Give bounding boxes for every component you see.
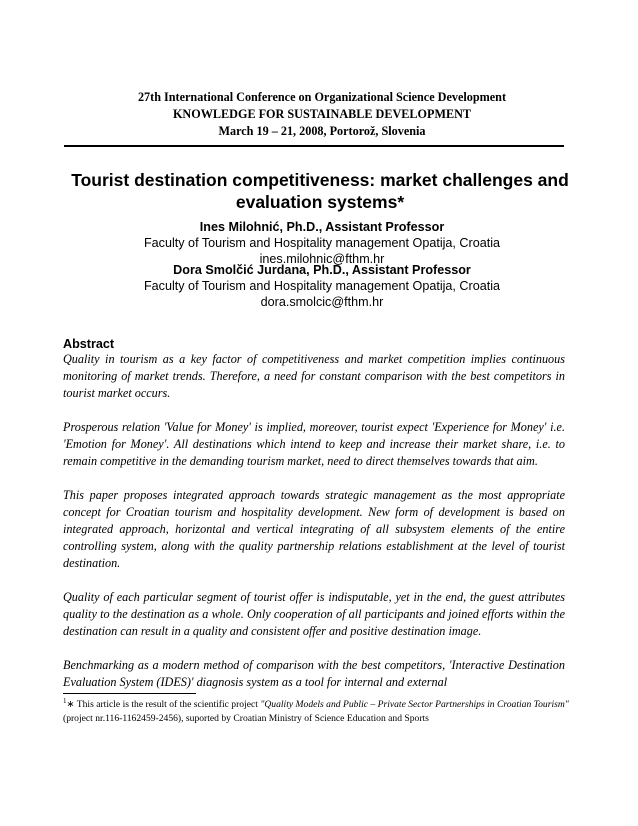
author-block-1 [80,219,564,267]
abstract-paragraph: This paper proposes integrated approach towards strategic management as the most appropriate concept for Croatian tourism and hospitality development. New form of development is based on integrated approach, horizontal and vertical integrating of all subsystem elements of the entire controlling system, along with the quality partnership relations establishment at the level of tourist destination. [63,488,565,570]
footnote-symbol: ∗ [66,699,75,710]
conference-header [80,89,564,140]
footnote-divider [63,693,196,694]
header-divider [64,145,564,147]
author-email: ines.milohnic@fthm.hr [259,252,385,266]
author-name: Ines Milohnić, Ph.D., Assistant Professor [199,220,445,234]
author-block-2 [80,262,564,310]
paper-title [70,169,570,213]
footnote-number: 1 [63,696,67,705]
author-affiliation: Faculty of Tourism and Hospitality management Opatija, Croatia [143,236,501,250]
paper-title-line-2: evaluation systems* [235,192,405,212]
abstract-paragraph: Quality in tourism as a key factor of competitiveness and market competition implies continuous monitoring of market trends. Therefore, a need for constant comparison with the best competitors in tourist market occurs. [63,352,565,400]
abstract-heading: Abstract [63,337,115,351]
abstract-body [63,351,565,708]
author-email: dora.smolcic@fthm.hr [260,295,384,309]
abstract-paragraph: Benchmarking as a modern method of comparison with the best competitors, 'Interactive Destination Evaluation System (IDES)' diagnosis system as a tool for internal and external [63,658,565,689]
conference-dates: March 19 – 21, 2008, Portorož, Slovenia [218,124,426,138]
footnote-text: This article is the result of the scientific project [74,699,261,710]
paper-title-line-1: Tourist destination competitiveness: market challenges and [71,170,569,190]
conference-theme: KNOWLEDGE FOR SUSTAINABLE DEVELOPMENT [172,107,472,121]
author-affiliation: Faculty of Tourism and Hospitality management Opatija, Croatia [143,279,501,293]
footnote-text-end: (project nr.116-1162459-2456), suported by Croatian Ministry of Science Education and Sports [63,713,429,724]
abstract-paragraph: Quality of each particular segment of tourist offer is indisputable, yet in the end, the guest attributes quality to the destination as a whole. Only cooperation of all participants and joined efforts within the destination can result in a quality and consistent offer and positive destination image. [63,590,565,638]
conference-name: 27th International Conference on Organizational Science Development [137,90,507,104]
footnote [63,698,573,726]
abstract-paragraph: Prosperous relation 'Value for Money' is implied, moreover, tourist expect 'Experience for Money' i.e. 'Emotion for Money'. All destinations which intend to keep and increase their market share, i.e. to remain competitive in the demanding tourism market, need to direct themselves towards that aim. [63,420,565,468]
author-name: Dora Smolčić Jurdana, Ph.D., Assistant Professor [173,263,471,277]
footnote-project-title: "Quality Models and Public – Private Sector Partnerships in Croatian Tourism" [260,699,569,710]
